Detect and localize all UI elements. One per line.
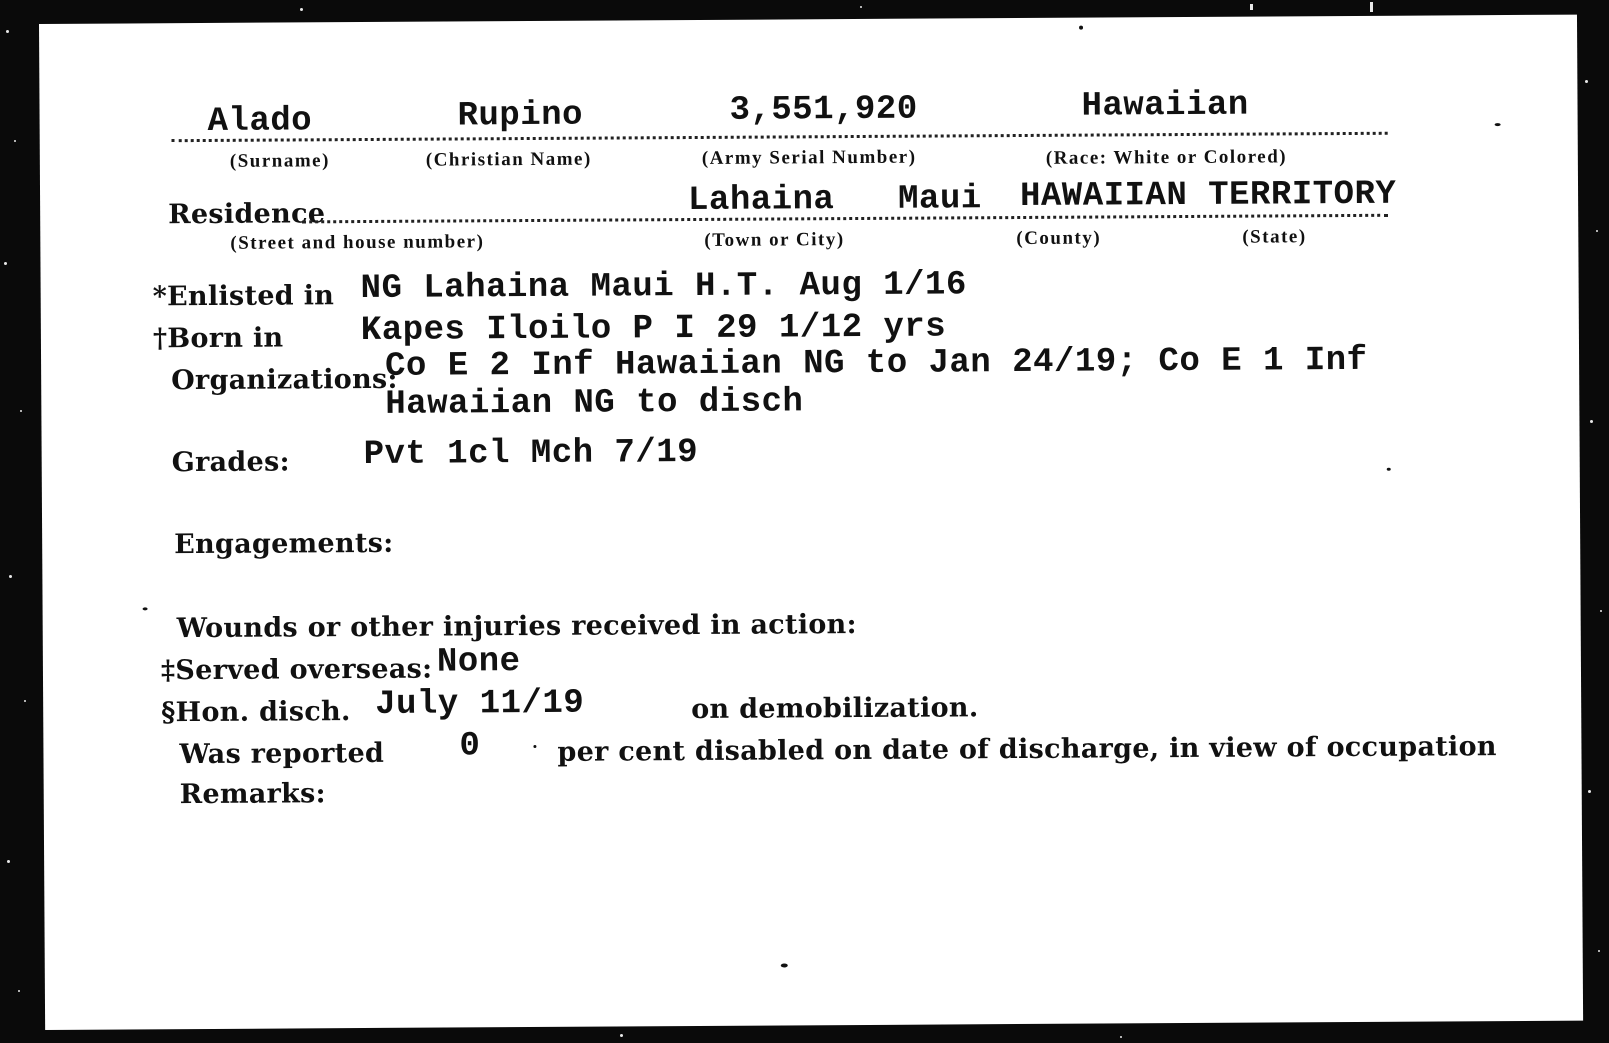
ink-speck [143,607,148,610]
scan-speck [1585,80,1588,83]
enlisted-value: NG Lahaina Maui H.T. Aug 1/16 [360,266,967,309]
scan-speck [9,575,12,578]
was-reported-label: Was reported [179,737,385,771]
scan-speck [1598,950,1600,952]
ink-speck [1079,26,1083,30]
scan-speck [620,1034,623,1037]
race-caption: (Race: White or Colored) [1045,146,1288,169]
born-value: Kapes Iloilo P I 29 1/12 yrs [360,308,947,351]
wounds-label: Wounds or other injuries received in action: [176,609,857,645]
served-overseas-label: ‡Served overseas: [160,653,433,687]
scan-speck [1120,1036,1122,1038]
scan-speck [4,262,7,265]
honorable-discharge-label: §Hon. disch. [161,696,351,729]
disability-statement: per cent disabled on date of discharge, in view of occupation [557,731,1497,768]
residence-dotted-line [302,214,1388,224]
serial-number-value: 3,551,920 [729,90,918,130]
street-caption: (Street and house number) [230,231,485,254]
christian-name-value: Rupino [457,96,584,136]
christian-name-caption: (Christian Name) [425,148,592,171]
scan-speck [18,990,20,992]
organizations-label: Organizations: [171,363,398,397]
scan-speck [1596,230,1598,232]
born-label: †Born in [152,322,284,355]
grades-value: Pvt 1cl Mch 7/19 [363,433,699,475]
scan-speck [1588,790,1591,793]
scan-speck [20,410,22,412]
grades-label: Grades: [171,446,290,479]
ink-speck [533,745,536,748]
disabled-percent-value: 0 [459,727,481,766]
scan-speck [1250,4,1253,10]
ink-speck [1387,468,1391,471]
town-caption: (Town or City) [704,229,845,251]
state-caption: (State) [1242,226,1307,248]
enlisted-label: *Enlisted in [152,280,335,313]
scan-speck [6,30,9,33]
surname-value: Alado [207,102,313,141]
engagements-label: Engagements: [174,527,394,561]
scan-speck [1590,420,1593,423]
remarks-label: Remarks: [179,778,326,811]
scan-speck [1370,2,1373,12]
scan-speck [1600,610,1602,612]
scan-speck [860,6,862,8]
organizations-line-2: Hawaiian NG to disch [385,383,804,424]
scan-speck [14,140,16,142]
residence-county-value: Maui [897,180,982,219]
scan-speck [300,8,303,11]
residence-town-value: Lahaina [687,181,835,221]
organizations-line-1: Co E 2 Inf Hawaiian NG to Jan 24/19; Co E 1 Inf [384,341,1368,386]
scan-speck [7,860,10,863]
service-record-card [39,15,1583,1030]
scan-speck [24,700,26,702]
ink-speck [781,963,788,967]
honorable-discharge-date: July 11/19 [375,684,585,724]
residence-state-value: HAWAIIAN TERRITORY [1019,175,1397,217]
serial-number-caption: (Army Serial Number) [701,146,917,169]
demobilization-text: on demobilization. [691,692,979,726]
race-value: Hawaiian [1081,86,1249,126]
surname-caption: (Surname) [229,150,330,172]
county-caption: (County) [1016,227,1102,250]
name-row-dotted-line [172,132,1388,142]
residence-label: Residence [168,198,326,231]
ink-speck [1495,123,1501,126]
served-overseas-value: None [436,643,521,682]
